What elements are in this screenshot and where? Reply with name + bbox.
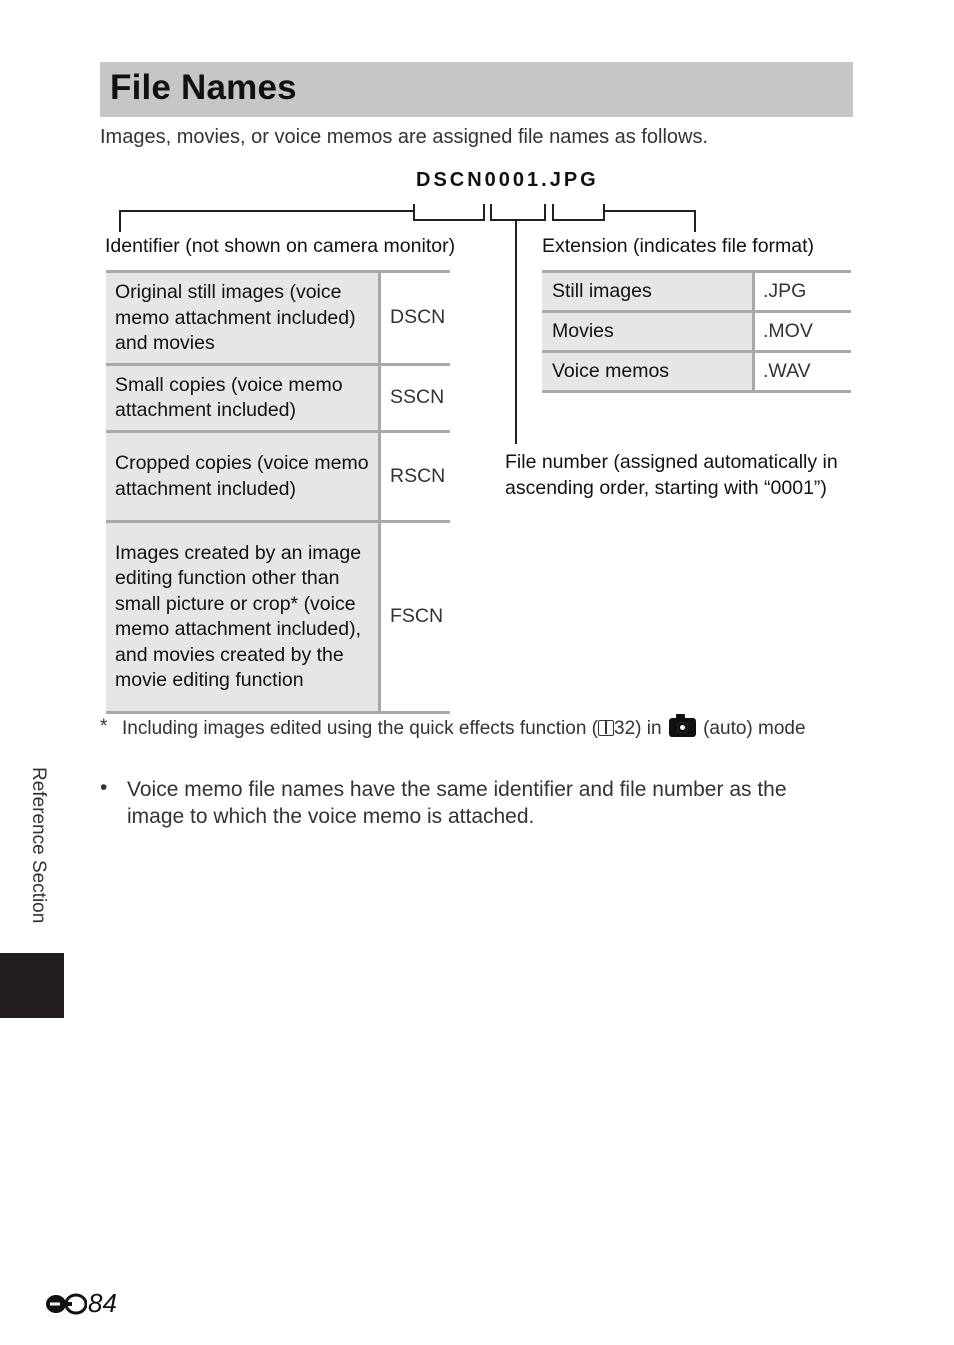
section-label: Reference Section <box>28 767 49 924</box>
file-number-label: File number (assigned automatically in ascending order, starting with “0001”) <box>505 451 838 499</box>
camera-icon <box>669 718 696 737</box>
extension-value: .JPG <box>754 272 852 312</box>
table-row <box>542 352 851 392</box>
extension-leader <box>604 211 695 232</box>
identifier-description: Original still images (voice memo attachment included) and movies <box>106 272 380 365</box>
identifier-label: Identifier (not shown on camera monitor) <box>105 235 456 257</box>
extension-value: .MOV <box>754 312 852 352</box>
footnote-text-before: Including images edited using the quick effects function ( <box>122 718 598 739</box>
page-number-value: 84 <box>88 1288 117 1318</box>
identifier-description: Small copies (voice memo attachment included) <box>106 364 380 431</box>
identifier-code: DSCN <box>380 272 451 365</box>
identifier-description: Images created by an image editing function other than small picture or crop* (voice memo attachment included), and movies created by the movie editing function <box>106 521 380 712</box>
example-filename: DSCN0001.JPG <box>416 169 599 191</box>
identifier-description: Cropped copies (voice memo attachment included) <box>106 431 380 521</box>
extension-type: Movies <box>542 312 754 352</box>
extension-type: Still images <box>542 272 754 312</box>
footnote-page-ref[interactable]: 32 <box>614 718 636 739</box>
bullet-note <box>100 776 820 830</box>
section-tab <box>0 953 64 1018</box>
bullet-text: Voice memo file names have the same identifier and file number as the image to which the voice memo is attached. <box>127 778 787 828</box>
extension-type: Voice memos <box>542 352 754 392</box>
footnote-mark: * <box>100 716 108 737</box>
identifier-code: SSCN <box>380 364 451 431</box>
identifier-table <box>106 270 450 714</box>
footnote-text <box>122 716 830 742</box>
extension-bracket <box>553 204 604 220</box>
table-row <box>106 521 450 712</box>
page-number <box>45 1288 117 1319</box>
intro-text: Images, movies, or voice memos are assigned file names as follows. <box>100 126 709 148</box>
extension-label: Extension (indicates file format) <box>542 235 815 257</box>
file-number-bracket <box>491 204 545 220</box>
footnote-text-middle: ) in <box>635 718 667 739</box>
bullet-mark: • <box>100 776 108 799</box>
table-row <box>106 272 450 365</box>
identifier-code: RSCN <box>380 431 451 521</box>
table-row <box>106 364 450 431</box>
e-reference-icon <box>45 1293 87 1315</box>
footnote-text-after: (auto) mode <box>697 718 806 739</box>
footnote <box>100 716 830 742</box>
book-icon <box>598 720 614 736</box>
extension-table <box>542 270 851 393</box>
identifier-bracket <box>414 204 484 220</box>
identifier-leader <box>120 211 414 232</box>
table-row <box>542 312 851 352</box>
table-row <box>542 272 851 312</box>
extension-value: .WAV <box>754 352 852 392</box>
identifier-code: FSCN <box>380 521 451 712</box>
page-title: File Names <box>110 68 297 107</box>
table-row <box>106 431 450 521</box>
